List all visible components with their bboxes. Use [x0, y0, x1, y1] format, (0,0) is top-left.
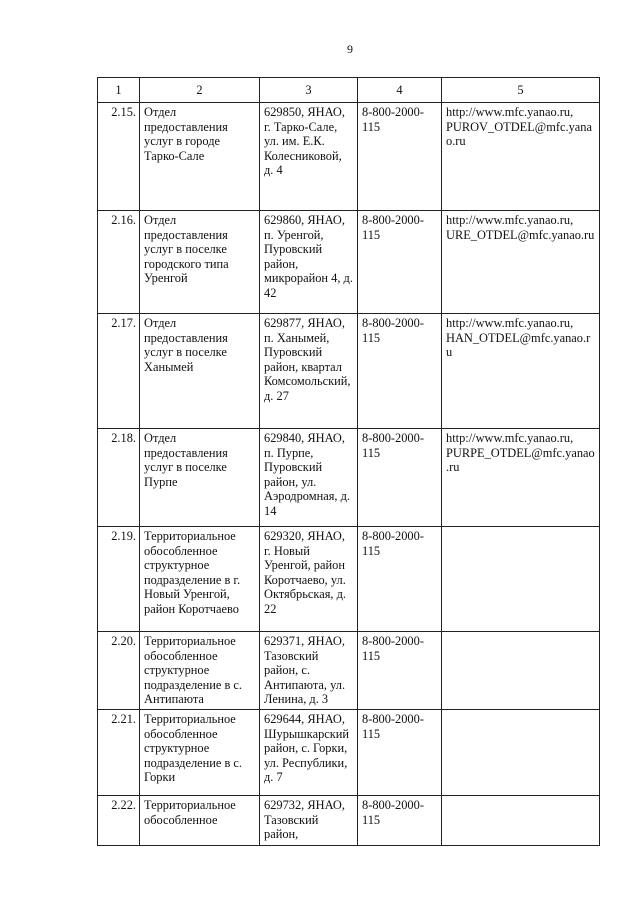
office-phone: 8-800-2000-115 — [358, 211, 442, 314]
page-number: 9 — [347, 42, 353, 56]
table-row — [98, 632, 600, 710]
table-row — [98, 314, 600, 429]
office-website-email: http://www.mfc.yanao.ru, HAN_OTDEL@mfc.yanao.ru — [442, 314, 600, 429]
office-name: Территориальное обособленное структурное подразделение в с. Антипаюта — [140, 632, 260, 710]
office-website-email — [442, 632, 600, 710]
office-website-email: http://www.mfc.yanao.ru, PURPE_OTDEL@mfc.yanao.ru — [442, 429, 600, 527]
table-header-row — [98, 78, 600, 103]
column-header: 1 — [98, 78, 140, 103]
office-website-email — [442, 527, 600, 632]
table-row — [98, 527, 600, 632]
office-name: Территориальное обособленное структурное подразделение в г. Новый Уренгой, район Коротчаево — [140, 527, 260, 632]
office-name: Отдел предоставления услуг в поселке Ханымей — [140, 314, 260, 429]
office-name: Отдел предоставления услуг в поселке Пурпе — [140, 429, 260, 527]
office-phone: 8-800-2000-115 — [358, 314, 442, 429]
office-phone: 8-800-2000-115 — [358, 795, 442, 845]
office-address: 629877, ЯНАО, п. Ханымей, Пуровский район, квартал Комсомольский, д. 27 — [260, 314, 358, 429]
column-header: 2 — [140, 78, 260, 103]
office-address: 629644, ЯНАО, Шурышкарский район, с. Горки, ул. Республики, д. 7 — [260, 709, 358, 795]
column-header: 3 — [260, 78, 358, 103]
row-number: 2.15. — [98, 103, 140, 211]
row-number: 2.19. — [98, 527, 140, 632]
office-phone: 8-800-2000-115 — [358, 632, 442, 710]
office-name: Отдел предоставления услуг в поселке городского типа Уренгой — [140, 211, 260, 314]
column-header: 5 — [442, 78, 600, 103]
table-row — [98, 429, 600, 527]
table-row — [98, 709, 600, 795]
office-website-email: http://www.mfc.yanao.ru, PUROV_OTDEL@mfc.yanao.ru — [442, 103, 600, 211]
row-number: 2.21. — [98, 709, 140, 795]
office-phone: 8-800-2000-115 — [358, 103, 442, 211]
office-phone: 8-800-2000-115 — [358, 429, 442, 527]
row-number: 2.22. — [98, 795, 140, 845]
office-name: Отдел предоставления услуг в городе Тарко-Сале — [140, 103, 260, 211]
table-row — [98, 211, 600, 314]
office-address: 629850, ЯНАО, г. Тарко-Сале, ул. им. Е.К. Колесниковой, д. 4 — [260, 103, 358, 211]
office-website-email: http://www.mfc.yanao.ru, URE_OTDEL@mfc.yanao.ru — [442, 211, 600, 314]
office-phone: 8-800-2000-115 — [358, 709, 442, 795]
office-address: 629732, ЯНАО, Тазовский район, — [260, 795, 358, 845]
office-address: 629371, ЯНАО, Тазовский район, с. Антипаюта, ул. Ленина, д. 3 — [260, 632, 358, 710]
office-name: Территориальное обособленное структурное подразделение в с. Горки — [140, 709, 260, 795]
row-number: 2.18. — [98, 429, 140, 527]
office-address: 629860, ЯНАО, п. Уренгой, Пуровский район, микрорайон 4, д. 42 — [260, 211, 358, 314]
column-header: 4 — [358, 78, 442, 103]
office-website-email — [442, 795, 600, 845]
row-number: 2.17. — [98, 314, 140, 429]
office-website-email — [442, 709, 600, 795]
row-number: 2.16. — [98, 211, 140, 314]
office-address: 629840, ЯНАО, п. Пурпе, Пуровский район, ул. Аэродромная, д. 14 — [260, 429, 358, 527]
office-address: 629320, ЯНАО, г. Новый Уренгой, район Коротчаево, ул. Октябрьская, д. 22 — [260, 527, 358, 632]
office-phone: 8-800-2000-115 — [358, 527, 442, 632]
table-row — [98, 795, 600, 845]
office-name: Территориальное обособленное — [140, 795, 260, 845]
row-number: 2.20. — [98, 632, 140, 710]
mfc-offices-table — [97, 77, 600, 846]
table-row — [98, 103, 600, 211]
